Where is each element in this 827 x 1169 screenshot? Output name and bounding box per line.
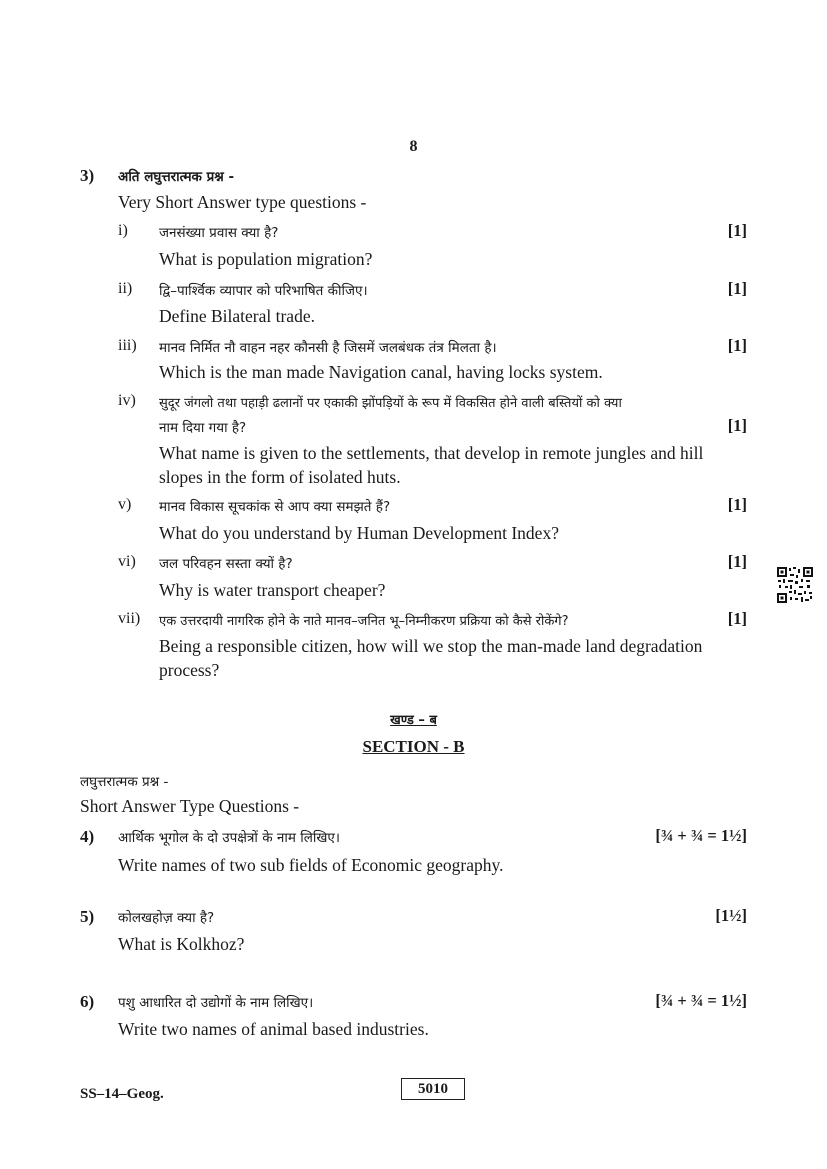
- item-number: v): [118, 496, 132, 513]
- paper-number-box: 5010: [401, 1078, 465, 1100]
- marks: [¾ + ¾ = 1½]: [655, 826, 747, 845]
- question-hindi: सुदूर जंगलो तथा पहाड़ी ढलानों पर एकाकी झोंपड़ियों के रूप में विकसित होने वाली बस्तियों को क्या: [159, 396, 622, 411]
- section-heading: [0, 737, 827, 757]
- item-number: ii): [118, 280, 133, 297]
- question-english: What name is given to the settlements, that develop in remote jungles and hill: [159, 443, 704, 463]
- question-english: What is population migration?: [159, 249, 373, 269]
- question-english-cont: slopes in the form of isolated huts.: [159, 467, 401, 487]
- question-english: Define Bilateral trade.: [159, 306, 315, 326]
- q3-title-english: Very Short Answer type questions -: [118, 192, 367, 212]
- subheading-english: Short Answer Type Questions -: [80, 796, 300, 816]
- marks: [1]: [727, 279, 747, 298]
- item-number: vi): [118, 553, 136, 570]
- section-heading-hindi: [0, 710, 827, 729]
- marks: [¾ + ¾ = 1½]: [655, 991, 747, 1010]
- question-hindi-cont: नाम दिया गया है?: [159, 420, 247, 436]
- question-hindi: द्वि–पार्श्विक व्यापार को परिभाषित कीजिए।: [159, 283, 368, 299]
- question-number: 6): [80, 992, 95, 1011]
- item-number: vii): [118, 610, 141, 627]
- marks: [1]: [727, 495, 747, 514]
- question-english: Write two names of animal based industries.: [118, 1019, 429, 1039]
- question-number: 3): [80, 166, 95, 185]
- section-heading-text: SECTION - B: [362, 737, 465, 756]
- question-hindi: जनसंख्या प्रवास क्या है?: [159, 225, 279, 241]
- question-hindi: एक उत्तरदायी नागरिक होने के नाते मानव–जनित भू–निम्नीकरण प्रक्रिया को कैसे रोकेंगे?: [159, 614, 569, 629]
- question-hindi: जल परिवहन सस्ता क्यों है?: [159, 556, 293, 572]
- question-hindi: मानव निर्मित नौ वाहन नहर कौनसी है जिसमें जलबंधक तंत्र मिलता है।: [159, 340, 497, 356]
- question-english: Which is the man made Navigation canal, having locks system.: [159, 362, 603, 382]
- subheading-hindi: लघुत्तरात्मक प्रश्न -: [80, 774, 169, 790]
- item-number: iv): [118, 392, 136, 409]
- q3-title-hindi: अति लघुत्तरात्मक प्रश्न -: [118, 169, 235, 185]
- section-heading-hindi-text: खण्ड – ब: [390, 713, 437, 728]
- question-english: Being a responsible citizen, how will we stop the man-made land degradation: [159, 636, 703, 656]
- question-number: 5): [80, 907, 95, 926]
- marks: [1]: [727, 609, 747, 628]
- item-number: iii): [118, 337, 137, 354]
- question-number: 4): [80, 827, 95, 846]
- marks: [1]: [727, 221, 747, 240]
- question-english-cont: process?: [159, 660, 220, 680]
- page-number: 8: [409, 138, 418, 155]
- question-hindi: कोलखहोज़ क्या है?: [118, 910, 215, 926]
- paper-code: SS–14–Geog.: [80, 1086, 164, 1102]
- marks: [1½]: [715, 906, 747, 925]
- question-english: Write names of two sub fields of Economic geography.: [118, 855, 504, 875]
- question-english: What is Kolkhoz?: [118, 934, 245, 954]
- item-number: i): [118, 222, 128, 239]
- question-hindi: मानव विकास सूचकांक से आप क्या समझते हैं?: [159, 499, 391, 515]
- qr-code: [776, 566, 814, 604]
- question-english: Why is water transport cheaper?: [159, 580, 386, 600]
- question-hindi: पशु आधारित दो उद्योगों के नाम लिखिए।: [118, 995, 314, 1011]
- question-hindi: आर्थिक भूगोल के दो उपक्षेत्रों के नाम लिखिए।: [118, 830, 340, 846]
- marks: [1]: [727, 336, 747, 355]
- marks: [1]: [727, 416, 747, 435]
- question-english: What do you understand by Human Development Index?: [159, 523, 559, 543]
- marks: [1]: [727, 552, 747, 571]
